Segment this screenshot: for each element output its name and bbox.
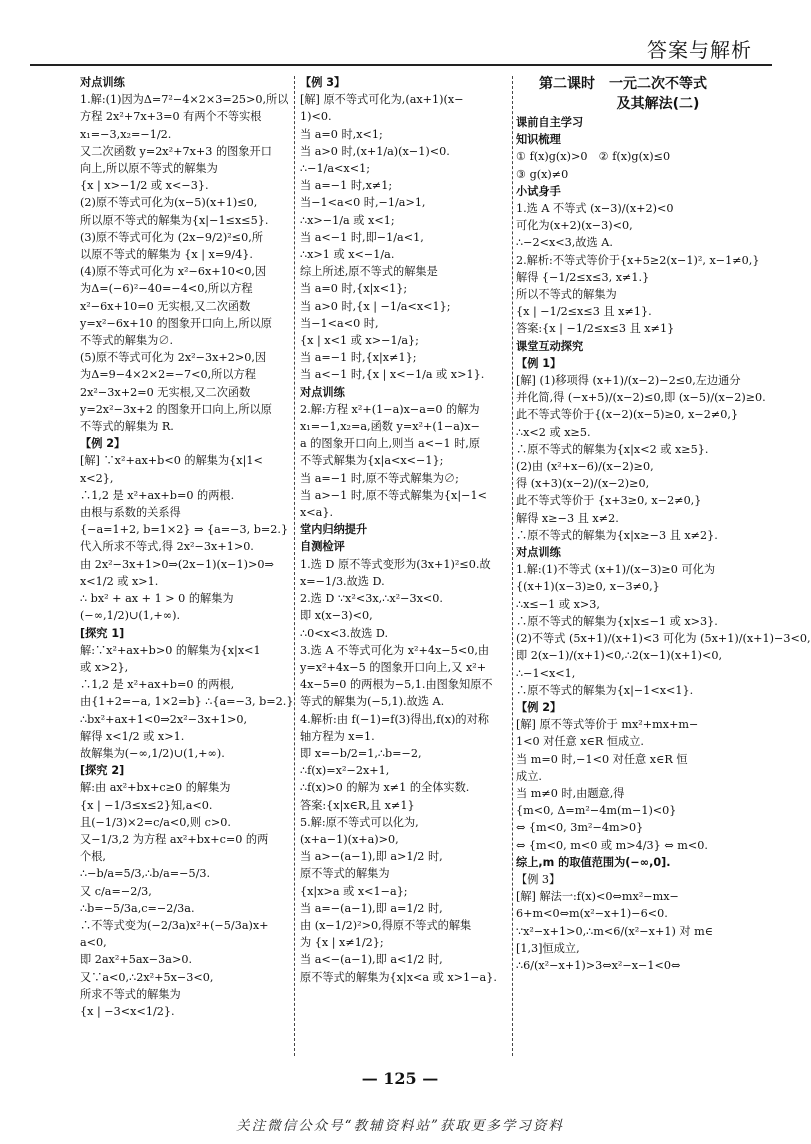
- text-line: x₁=−3,x₂=−1/2.: [80, 127, 172, 141]
- text-line: ∴−b/a=5/3,∴b/a=−5/3.: [80, 867, 211, 881]
- text-line: ∴x>−1/a 或 x<1;: [300, 213, 395, 227]
- text-line: 原不等式的解集为{x|x<a 或 x>1−a}.: [300, 970, 497, 984]
- text-line: 又二次函数 y=2x²+7x+3 的图象开口: [80, 144, 272, 158]
- text-line: 当 a=0 时,x<1;: [300, 127, 383, 141]
- text-line: 不等式的解集为∅.: [80, 334, 174, 348]
- text-line: (3)原不等式可化为 (2x−9/2)²≤0,所: [80, 230, 263, 244]
- section-heading: 知识梳理: [516, 133, 561, 147]
- text-line: 1.解:(1)不等式 (x+1)/(x−3)≥0 可化为: [516, 563, 716, 577]
- text-line: 由{1+2=−a, 1×2=b} ∴{a=−3, b=2.}: [80, 695, 294, 709]
- text-line: 当 a=−(a−1),即 a=1/2 时,: [300, 901, 443, 915]
- text-line: ∴1,2 是 x²+ax+b=0 的两根,: [80, 678, 235, 692]
- text-line: x<a}.: [300, 506, 334, 520]
- text-line: 所求不等式的解集为: [80, 987, 181, 1001]
- text-line: 得 (x+3)(x−2)/(x−2)≥0,: [516, 477, 650, 491]
- section-heading: 课堂互动探究: [516, 339, 584, 353]
- text-line: 解得 x<1/2 或 x>1.: [80, 729, 185, 743]
- text-line: 即 x=−b/2=1,∴b=−2,: [300, 746, 422, 760]
- text-line: 2x²−3x+2=0 无实根,又二次函数: [80, 385, 251, 399]
- section-heading: 对点训练: [516, 546, 561, 560]
- text-line: x<1/2 或 x>1.: [80, 574, 159, 588]
- text-line: ∴原不等式的解集为{x|x≥−3 且 x≠2}.: [516, 528, 718, 542]
- text-line: 当 a>0 时,(x+1/a)(x−1)<0.: [300, 144, 450, 158]
- text-line: 综上所述,原不等式的解集是: [300, 265, 438, 279]
- text-line: 1.解:(1)因为Δ=7²−4×2×3=25>0,所以: [80, 93, 289, 107]
- text-line: 6+m<0⇔m(x²−x+1)−6<0.: [516, 907, 668, 921]
- header-title: 答案与解析: [647, 38, 752, 62]
- text-line: 个根,: [80, 850, 106, 864]
- text-line: [解] 解法一:f(x)<0⇔mx²−mx−: [516, 890, 679, 904]
- text-line: 2.解:方程 x²+(1−a)x−a=0 的解为: [300, 402, 480, 416]
- lesson-title: 第二课时 一元二次不等式: [539, 76, 707, 92]
- text-line: 答案:{x|x∈R,且 x≠1}: [300, 798, 415, 812]
- text-line: 解:∵x²+ax+b>0 的解集为{x|x<1: [80, 643, 261, 657]
- text-line: 或 x>2},: [80, 660, 129, 674]
- text-line: 解得 x≥−3 且 x≠2.: [516, 511, 619, 525]
- text-line: ∴原不等式的解集为{x|−1<x<1}.: [516, 683, 694, 697]
- text-line: 解得 {−1/2≤x≤3, x≠1.}: [516, 270, 650, 284]
- text-line: 当−1<a<0 时,: [300, 316, 379, 330]
- text-line: ③ g(x)≠0: [516, 167, 569, 181]
- text-line: ∴原不等式的解集为{x|x<2 或 x≥5}.: [516, 442, 709, 456]
- text-line: 即 x(x−3)<0,: [300, 609, 373, 623]
- text-line: 1.选 A 不等式 (x−3)/(x+2)<0: [516, 202, 674, 216]
- text-line: 答案:{x | −1/2≤x≤3 且 x≠1}: [516, 322, 675, 336]
- text-line: ∴ bx² + ax + 1 > 0 的解集为: [80, 592, 234, 606]
- text-line: (5)原不等式可化为 2x²−3x+2>0,因: [80, 351, 267, 365]
- text-line: y=2x²−3x+2 的图象开口向上,所以原: [80, 402, 272, 416]
- text-line: x²−6x+10=0 无实根,又二次函数: [80, 299, 251, 313]
- text-line: 为Δ=9−4×2×2=−7<0,所以方程: [80, 368, 256, 382]
- text-line: [解] ∵x²+ax+b<0 的解集为{x|1<: [80, 454, 263, 468]
- text-line: 当 a=−1 时,x≠1;: [300, 179, 393, 193]
- section-heading: [探究 1]: [80, 626, 125, 640]
- text-line: ∴−1/a<x<1;: [300, 162, 370, 176]
- text-line: 当 a=−1 时,原不等式解集为∅;: [300, 471, 459, 485]
- text-line: [解] 原不等式可化为,(ax+1)(x−: [300, 93, 464, 107]
- text-line: 当 a<−(a−1),即 a<1/2 时,: [300, 953, 443, 967]
- text-line: 解:由 ax²+bx+c≥0 的解集为: [80, 781, 231, 795]
- text-line: 等式的解集为(−5,1).故选 A.: [300, 695, 445, 709]
- text-line: 向上,所以原不等式的解集为: [80, 162, 218, 176]
- footer-note: 关注微信公众号“教辅资料站”获取更多学习资料: [236, 1118, 564, 1134]
- text-line: 当 m=0 时,−1<0 对任意 x∈R 恒: [516, 752, 688, 766]
- text-line: 代入所求不等式,得 2x²−3x+1>0.: [80, 540, 254, 554]
- text-line: {x | x>−1/2 或 x<−3}.: [80, 179, 209, 193]
- section-heading: 【例 2】: [516, 700, 562, 714]
- text-line: 所以不等式的解集为: [516, 288, 617, 302]
- text-line: 2.选 D ∵x²<3x,∴x²−3x<0.: [300, 592, 443, 606]
- section-heading: 综上,m 的取值范围为(−∞,0].: [516, 855, 671, 869]
- text-line: 此不等式等价于 {x+3≥0, x−2≠0,}: [516, 494, 702, 508]
- text-line: 由根与系数的关系得: [80, 506, 181, 520]
- text-line: [解] (1)移项得 (x+1)/(x−2)−2≤0,左边通分: [516, 374, 741, 388]
- text-line: ∴b=−5/3a,c=−2/3a.: [80, 901, 195, 915]
- page-number: — 125 —: [361, 1069, 439, 1088]
- text-line: 当 a=0 时,{x|x<1};: [300, 282, 408, 296]
- text-line: {x | −1/2≤x≤3 且 x≠1}.: [516, 305, 652, 319]
- text-line: 当 a<−1 时,即−1/a<1,: [300, 230, 424, 244]
- column-divider-1: [294, 76, 295, 1056]
- text-line: 1)<0.: [300, 110, 332, 124]
- text-line: [1,3]恒成立,: [516, 941, 580, 955]
- text-line: 当 a>0 时,{x | −1/a<x<1};: [300, 299, 451, 313]
- text-line: 5.解:原不等式可以化为,: [300, 815, 419, 829]
- text-line: 即 2ax²+5ax−3a>0.: [80, 953, 193, 967]
- text-line: {m<0, Δ=m²−4m(m−1)<0}: [516, 804, 677, 818]
- text-line: (2)不等式 (5x+1)/(x+1)<3 可化为 (5x+1)/(x+1)−3<0,: [516, 632, 811, 646]
- text-line: 又−1/3,2 为方程 ax²+bx+c=0 的两: [80, 832, 269, 846]
- text-line: 由 2x²−3x+1>0⇒(2x−1)(x−1)>0⇒: [80, 557, 274, 571]
- text-line: 又 c/a=−2/3,: [80, 884, 152, 898]
- column-1: [80, 74, 294, 1064]
- text-line: 轴方程为 x=1.: [300, 729, 375, 743]
- text-line: {x | −3<x<1/2}.: [80, 1004, 175, 1018]
- text-line: a<0,: [80, 936, 107, 950]
- text-line: ① f(x)g(x)>0 ② f(x)g(x)≤0: [516, 150, 671, 164]
- text-line: ∴1,2 是 x²+ax+b=0 的两根.: [80, 488, 235, 502]
- text-line: x₁=−1,x₂=a,函数 y=x²+(1−a)x−: [300, 420, 480, 434]
- text-line: (4)原不等式可化为 x²−6x+10<0,因: [80, 265, 267, 279]
- text-line: y=x²+4x−5 的图象开口向上,又 x²+: [300, 660, 487, 674]
- text-line: 不等式的解集为 R.: [80, 420, 174, 434]
- text-line: 方程 2x²+7x+3=0 有两个不等实根: [80, 110, 262, 124]
- text-line: ∴x>1 或 x<−1/a.: [300, 248, 395, 262]
- text-line: {x|x>a 或 x<1−a};: [300, 884, 408, 898]
- section-heading: 对点训练: [300, 385, 345, 399]
- text-line: ∴x≤−1 或 x>3,: [516, 597, 600, 611]
- text-line: {x | −1/3≤x≤2}知,a<0.: [80, 798, 213, 812]
- text-line: ∴原不等式的解集为{x|x≤−1 或 x>3}.: [516, 614, 718, 628]
- text-line: 当 a>−(a−1),即 a>1/2 时,: [300, 850, 443, 864]
- text-line: ∴−2<x<3,故选 A.: [516, 236, 613, 250]
- text-line: 4.解析:由 f(−1)=f(3)得出,f(x)的对称: [300, 712, 489, 726]
- text-line: 【例 3】: [516, 872, 561, 886]
- text-line: 即 2(x−1)/(x+1)<0,∴2(x−1)(x+1)<0,: [516, 649, 723, 663]
- text-line: 原不等式的解集为: [300, 867, 390, 881]
- text-line: 为 {x | x≠1/2};: [300, 936, 384, 950]
- section-heading: 自测检评: [300, 540, 345, 554]
- text-line: ⇔ {m<0, 3m²−4m>0}: [516, 821, 644, 835]
- text-line: {(x+1)(x−3)≥0, x−3≠0,}: [516, 580, 660, 594]
- text-line: 不等式解集为{x|a<x<−1};: [300, 454, 444, 468]
- text-line: x=−1/3.故选 D.: [300, 574, 385, 588]
- column-3: [516, 74, 811, 1064]
- header-rule: [30, 64, 772, 66]
- section-heading: 课前自主学习: [516, 116, 584, 129]
- section-heading: [探究 2]: [80, 764, 125, 778]
- text-line: 并化简,得 (−x+5)/(x−2)≤0,即 (x−5)/(x−2)≥0.: [516, 391, 766, 405]
- text-line: 1.选 D 原不等式变形为(3x+1)²≤0.故: [300, 557, 491, 571]
- text-line: 为Δ=(−6)²−40=−4<0,所以方程: [80, 282, 253, 296]
- text-line: ∴6/(x²−x+1)>3⇔x²−x−1<0⇔: [516, 958, 681, 972]
- section-heading: 对点训练: [80, 76, 125, 89]
- text-line: ∴0<x<3.故选 D.: [300, 626, 389, 640]
- section-heading: 堂内归纳提升: [300, 523, 368, 537]
- text-line: 当 m≠0 时,由题意,得: [516, 786, 625, 800]
- section-heading: 小试身手: [516, 184, 561, 198]
- text-line: 2.解析:不等式等价于{x+5≥2(x−1)², x−1≠0,}: [516, 253, 760, 267]
- text-line: ∵x²−x+1>0,∴m<6/(x²−x+1) 对 m∈: [516, 924, 714, 938]
- text-line: ∴x<2 或 x≥5.: [516, 425, 591, 439]
- text-line: 且(−1/3)×2=c/a<0,则 c>0.: [80, 815, 231, 829]
- text-line: 当 a=−1 时,{x|x≠1};: [300, 351, 417, 365]
- text-line: (2)原不等式可化为(x−5)(x+1)≤0,: [80, 196, 258, 210]
- text-line: ∴−1<x<1,: [516, 666, 576, 680]
- text-line: 以原不等式的解集为 {x | x=9/4}.: [80, 248, 253, 262]
- text-line: ∴f(x)=x²−2x+1,: [300, 764, 390, 778]
- text-line: (2)由 (x²+x−6)/(x−2)≥0,: [516, 460, 654, 474]
- section-heading: 【例 3】: [300, 76, 346, 89]
- text-line: 此不等式等价于{(x−2)(x−5)≥0, x−2≠0,}: [516, 408, 739, 422]
- column-divider-2: [512, 76, 513, 1056]
- text-line: 故解集为(−∞,1/2)∪(1,+∞).: [80, 746, 225, 760]
- text-line: 当−1<a<0 时,−1/a>1,: [300, 196, 426, 210]
- lesson-subtitle: 及其解法(二): [616, 96, 700, 112]
- text-line: 又∵a<0,∴2x²+5x−3<0,: [80, 970, 214, 984]
- text-line: ∴f(x)>0 的解为 x≠1 的全体实数.: [300, 781, 470, 795]
- text-line: 所以原不等式的解集为{x|−1≤x≤5}.: [80, 213, 269, 227]
- text-line: {−a=1+2, b=1×2} ⇒ {a=−3, b=2.}: [80, 523, 289, 537]
- text-line: 当 a>−1 时,原不等式解集为{x|−1<: [300, 488, 487, 502]
- text-line: 可化为(x+2)(x−3)<0,: [516, 219, 633, 233]
- text-line: 成立.: [516, 769, 542, 783]
- text-line: 1<0 对任意 x∈R 恒成立.: [516, 735, 644, 749]
- text-line: 3.选 A 不等式可化为 x²+4x−5<0,由: [300, 643, 490, 657]
- text-line: x<2},: [80, 471, 114, 485]
- text-line: ⇔ {m<0, m<0 或 m>4/3} ⇔ m<0.: [516, 838, 708, 852]
- section-heading: 【例 1】: [516, 356, 562, 370]
- text-line: 4x−5=0 的两根为−5,1.由图象知原不: [300, 678, 493, 692]
- text-line: (x+a−1)(x+a)>0,: [300, 832, 399, 846]
- text-line: [解] 原不等式等价于 mx²+mx+m−: [516, 718, 699, 732]
- text-line: (−∞,1/2)∪(1,+∞).: [80, 609, 181, 623]
- text-line: {x | x<1 或 x>−1/a};: [300, 334, 419, 348]
- text-line: ∴bx²+ax+1<0⇒2x²−3x+1>0,: [80, 712, 248, 726]
- text-line: 当 a<−1 时,{x | x<−1/a 或 x>1}.: [300, 368, 485, 382]
- column-2: [300, 74, 508, 1064]
- text-line: 由 (x−1/2)²>0,得原不等式的解集: [300, 918, 472, 932]
- text-line: y=x²−6x+10 的图象开口向上,所以原: [80, 316, 272, 330]
- text-line: a 的图象开口向上,则当 a<−1 时,原: [300, 437, 481, 451]
- text-line: ∴不等式变为(−2/3a)x²+(−5/3a)x+: [80, 918, 269, 932]
- section-heading: 【例 2】: [80, 437, 126, 451]
